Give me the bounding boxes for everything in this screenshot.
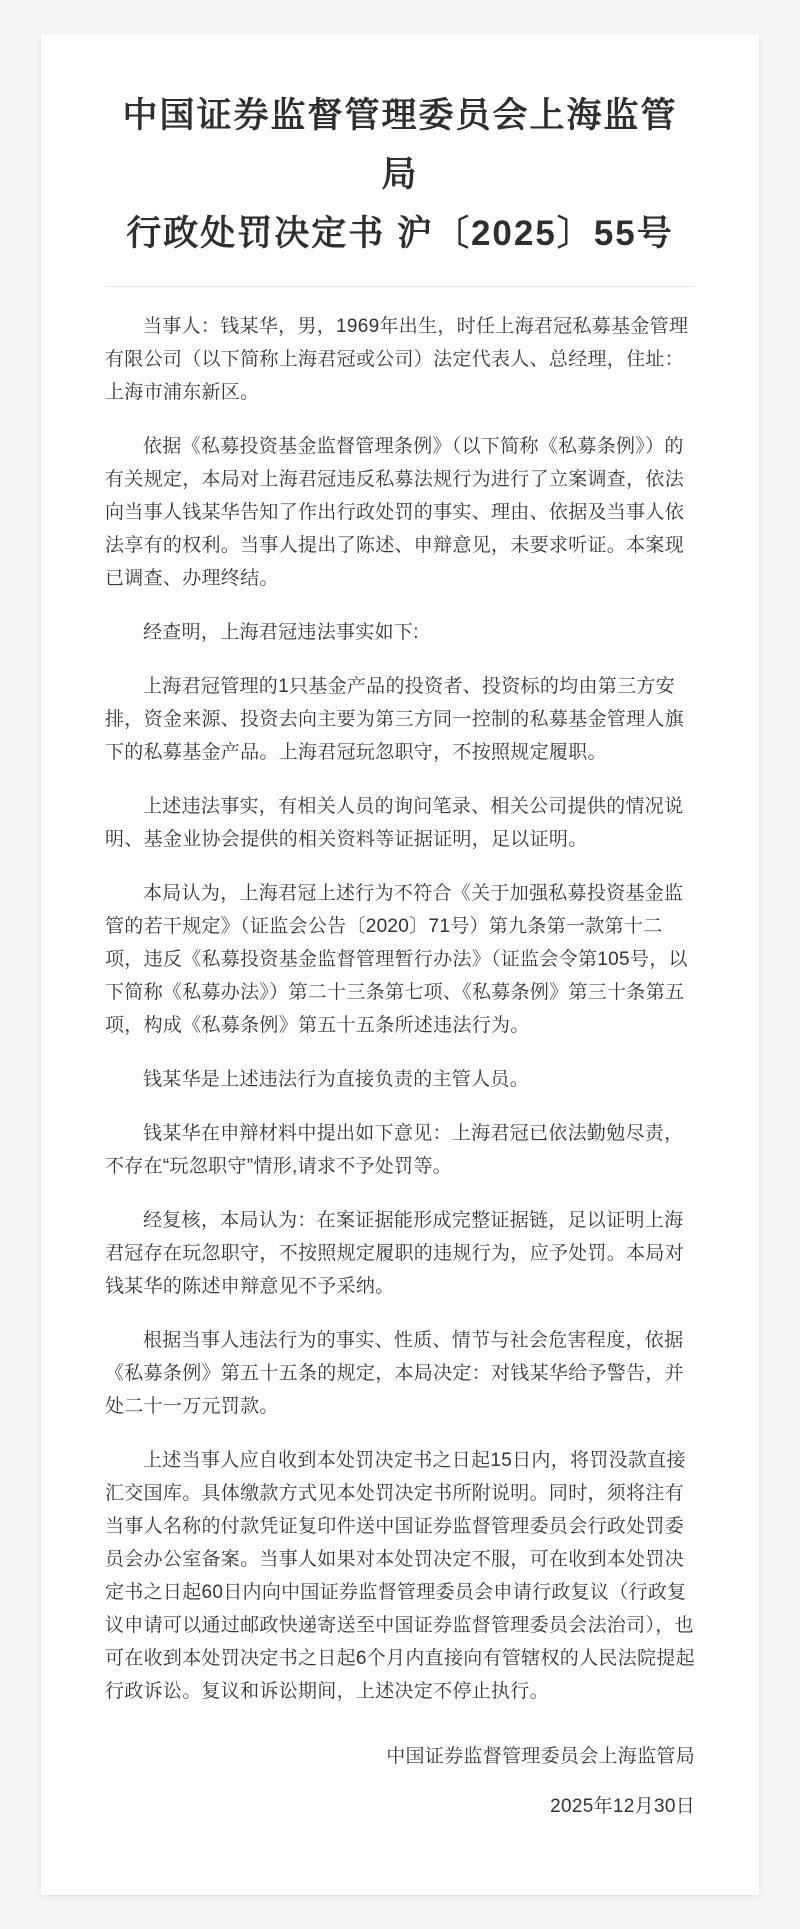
document-body [105, 310, 695, 1708]
body-paragraph: 上述当事人应自收到本处罚决定书之日起15日内，将罚没款直接汇交国库。具体缴款方式见本处罚决定书所附说明。同时，须将注有当事人名称的付款凭证复印件送中国证券监督管理委员会行政处罚委员会办公室备案。当事人如果对本处罚决定不服，可在收到本处罚决定书之日起60日内向中国证券监督管理委员会申请行政复议（行政复议申请可以通过邮政快递寄送至中国证券监督管理委员会法治司），也可在收到本处罚决定书之日起6个月内直接向有管辖权的人民法院提起行政诉讼。复议和诉讼期间，上述决定不停止执行。 [105, 1450, 695, 1702]
body-paragraph: 钱某华在申辩材料中提出如下意见：上海君冠已依法勤勉尽责，不存在“玩忽职守”情形,请求不予处罚等。 [105, 1123, 684, 1177]
document-card [41, 34, 759, 1895]
body-paragraph: 上述违法事实，有相关人员的询问笔录、相关公司提供的情况说明、基金业协会提供的相关资料等证据证明，足以证明。 [105, 796, 684, 850]
title-divider [105, 286, 695, 287]
body-paragraph: 当事人：钱某华，男，1969年出生，时任上海君冠私募基金管理有限公司（以下简称上海君冠或公司）法定代表人、总经理，住址：上海市浦东新区。 [105, 316, 689, 403]
body-paragraph: 本局认为，上海君冠上述行为不符合《关于加强私募投资基金监管的若干规定》（证监会公告〔2020〕71号）第九条第一款第十二项，违反《私募投资基金监督管理暂行办法》（证监会令第105号，以下简称《私募办法》）第二十三条第七项、《私募条例》第三十条第五项，构成《私募条例》第五十五条所述违法行为。 [105, 883, 688, 1036]
body-paragraph: 上海君冠管理的1只基金产品的投资者、投资标的均由第三方安排，资金来源、投资去向主要为第三方同一控制的私募基金管理人旗下的私募基金产品。上海君冠玩忽职守，不按照规定履职。 [105, 676, 685, 763]
body-paragraph: 依据《私募投资基金监督管理条例》（以下简称《私募条例》）的有关规定，本局对上海君冠违反私募法规行为进行了立案调查，依法向当事人钱某华告知了作出行政处罚的事实、理由、依据及当事人依法享有的权利。当事人提出了陈述、申辩意见，未要求听证。本案现已调查、办理终结。 [105, 436, 685, 589]
body-paragraph: 钱某华是上述违法行为直接负责的主管人员。 [143, 1069, 530, 1090]
document-title-line2: 行政处罚决定书 沪〔2025〕55号 [126, 214, 674, 253]
document-title [105, 86, 695, 263]
page-background [0, 34, 800, 1895]
body-paragraph: 根据当事人违法行为的事实、性质、情节与社会危害程度，依据《私募条例》第五十五条的规定，本局决定：对钱某华给予警告，并处二十一万元罚款。 [105, 1330, 685, 1417]
signature-date: 2025年12月30日 [550, 1796, 695, 1817]
signature-block [105, 1740, 695, 1823]
body-paragraph: 经查明，上海君冠违法事实如下: [143, 622, 419, 643]
body-paragraph: 经复核，本局认为：在案证据能形成完整证据链，足以证明上海君冠存在玩忽职守，不按照规定履职的违规行为，应予处罚。本局对钱某华的陈述申辩意见不予采纳。 [105, 1210, 685, 1297]
signature-issuer: 中国证券监督管理委员会上海监管局 [386, 1746, 695, 1767]
document-title-line1: 中国证券监督管理委员会上海监管局 [122, 96, 678, 194]
